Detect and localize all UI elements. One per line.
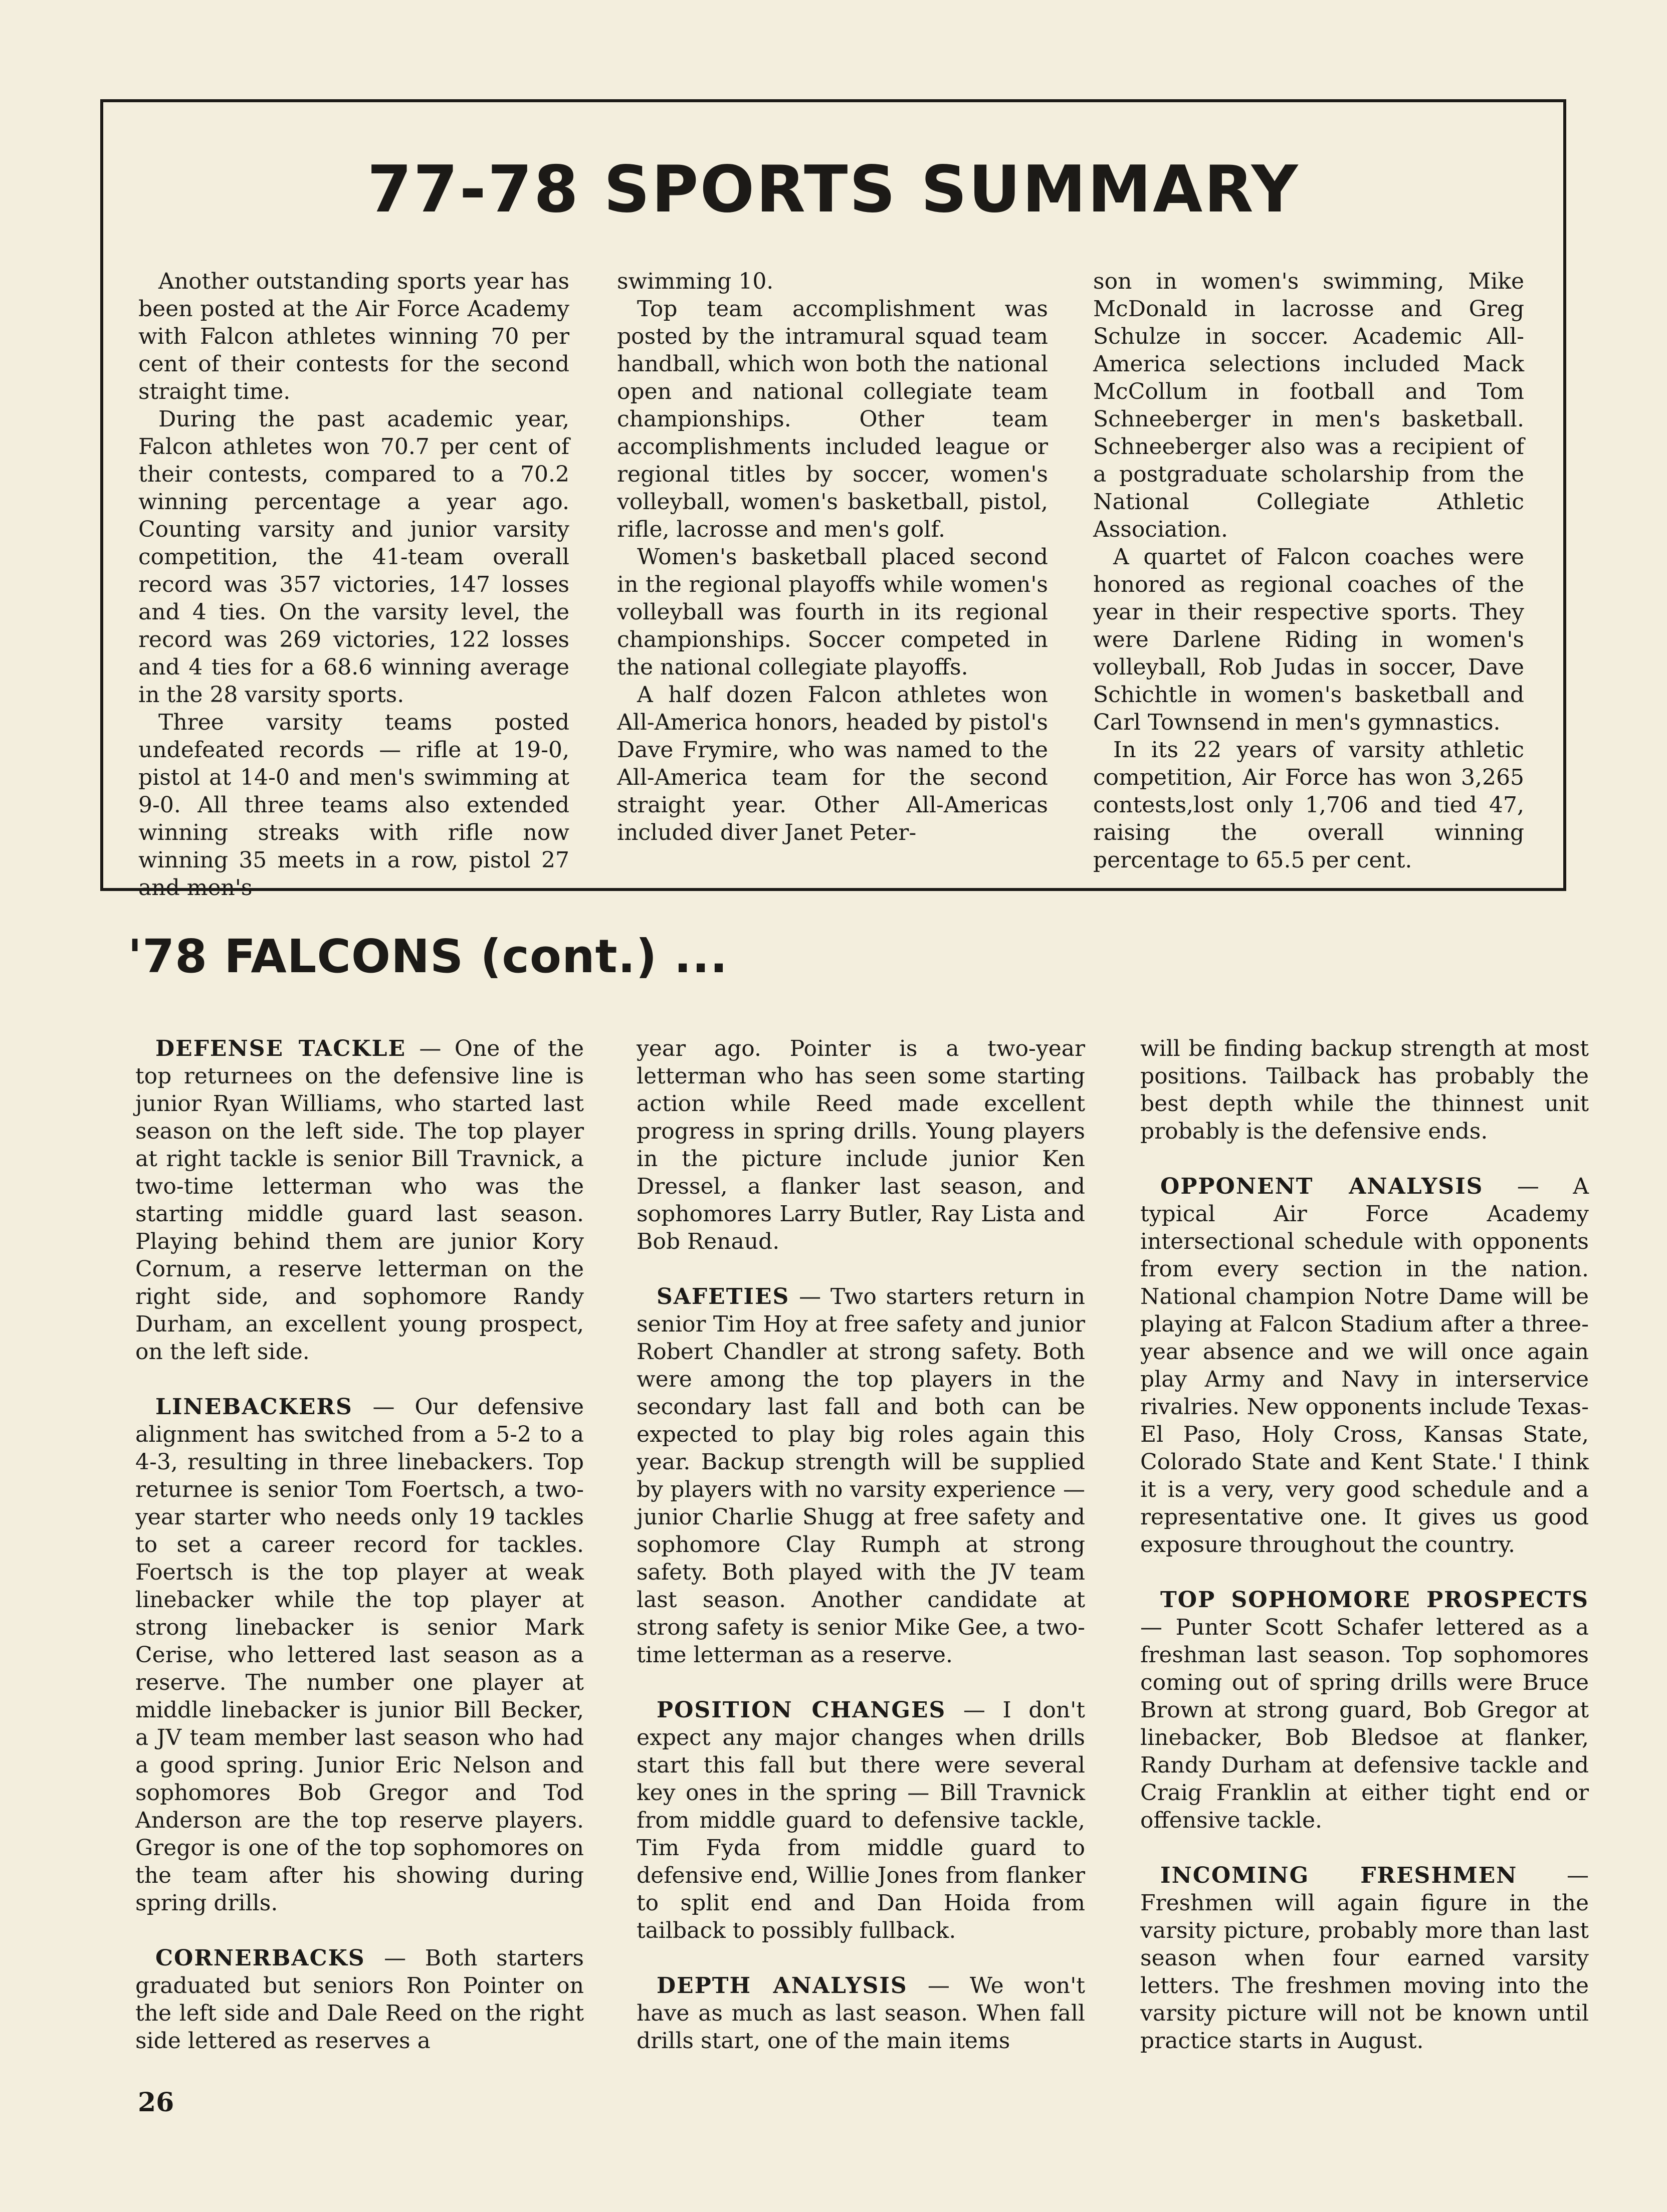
falcons-heading: '78 FALCONS (cont.) ...	[128, 930, 728, 983]
article-section	[135, 1393, 584, 1917]
falcons-column-1	[135, 1035, 584, 2082]
section-heading: SAFETIES	[657, 1284, 790, 1309]
summary-paragraph: During the past academic year, Falcon athletes won 70.7 per cent of their contests, compared to a 70.2 winning percentage a year ago. Counting varsity and junior varsity competition, the 41-team overall record was 357 victories, 147 losses and 4 ties. On the varsity level, the record was 269 victories, 122 losses and 4 ties for a 68.6 winning average in the 28 varsity sports.	[138, 406, 569, 708]
section-body: — We won't have as much as last season. When fall drills start, one of the main items	[637, 1973, 1085, 2054]
section-heading: OPPONENT ANALYSIS	[1160, 1174, 1484, 1199]
article-section	[1140, 1173, 1589, 1559]
section-heading: TOP SOPHOMORE PROSPECTS	[1160, 1587, 1589, 1613]
section-body: — Our defensive alignment has switched from a 5-2 to a 4-3, resulting in three linebackers. Top returnee is senior Tom Foertsch, a two-year starter who needs only 19 tackles to set a career record for tackles. Foertsch is the top player at weak linebacker while the top player at strong linebacker is senior Mark Cerise, who lettered last season as a reserve. The number one player at middle linebacker is junior Bill Becker, a JV team member last season who had a good spring. Junior Eric Nelson and sophomores Bob Gregor and Tod Anderson are the top reserve players. Gregor is one of the top sophomores on the team after his showing during spring drills.	[135, 1394, 584, 1916]
summary-column-3	[1093, 268, 1524, 874]
section-body: year ago. Pointer is a two-year letterman who has seen some starting action while Reed made excellent progress in spring drills. Young players in the picture include junior Ken Dressel, a flanker last season, and sophomores Larry Butler, Ray Lista and Bob Renaud.	[637, 1036, 1085, 1254]
summary-paragraph: Women's basketball placed second in the regional playoffs while women's volleyball was fourth in its regional championships. Soccer competed in the national collegiate playoffs.	[617, 544, 1048, 680]
article-section	[637, 1035, 1085, 1255]
article-section	[637, 1283, 1085, 1669]
article-section	[135, 1944, 584, 2055]
summary-paragraph: son in women's swimming, Mike McDonald in lacrosse and Greg Schulze in soccer. Academic All-America selections included Mack McCollum in football and Tom Schneeberger in men's basketball. Schneeberger also was a recipient of a postgraduate scholarship from the National Collegiate Athletic Association.	[1093, 269, 1524, 542]
article-section	[637, 1696, 1085, 1944]
summary-paragraph: Three varsity teams posted undefeated records — rifle at 19-0, pistol at 14-0 and men's swimming at 9-0. All three teams also extended winning streaks with rifle now winning 35 meets in a row, pistol 27 and men's	[138, 710, 569, 901]
section-heading: LINEBACKERS	[155, 1394, 353, 1420]
section-body: — One of the top returnees on the defensive line is junior Ryan Williams, who started last season on the left side. The top player at right tackle is senior Bill Travnick, a two-time letterman who was the starting middle guard last season. Playing behind them are junior Kory Cornum, a reserve letterman on the right side, and sophomore Randy Durham, an excellent young prospect, on the left side.	[135, 1036, 584, 1365]
summary-title: 77-78 SPORTS SUMMARY	[367, 152, 1300, 227]
article-section	[135, 1035, 584, 1366]
summary-paragraph: In its 22 years of varsity athletic competition, Air Force has won 3,265 contests,lost only 1,706 and tied 47, raising the overall winning percentage to 65.5 per cent.	[1093, 737, 1524, 873]
section-heading: DEPTH ANALYSIS	[657, 1973, 908, 1999]
section-heading: DEFENSE TACKLE	[155, 1036, 406, 1061]
sports-summary-box	[100, 99, 1566, 901]
section-body: — Both starters graduated but seniors Ron Pointer on the left side and Dale Reed on the right side lettered as reserves a	[135, 1945, 584, 2054]
section-heading: CORNERBACKS	[155, 1945, 365, 1971]
section-body: — I don't expect any major changes when drills start this fall but there were several key ones in the spring — Bill Travnick from middle guard to defensive tackle, Tim Fyda from middle guard to defensive end, Willie Jones from flanker to split end and Dan Hoida from tailback to possibly fullback.	[637, 1697, 1085, 1943]
summary-column-1	[138, 268, 569, 902]
article-section	[1140, 1586, 1589, 1834]
falcons-column-3	[1140, 1035, 1589, 2082]
section-heading: POSITION CHANGES	[657, 1697, 946, 1723]
page-number: 26	[138, 2087, 174, 2118]
section-body: — Two starters return in senior Tim Hoy at free safety and junior Robert Chandler at strong safety. Both were among the top players in the secondary last fall and both can be expected to play big roles again this year. Backup strength will be supplied by players with no varsity experience — junior Charlie Shugg at free safety and sophomore Clay Rumph at strong safety. Both played with the JV team last season. Another candidate at strong safety is senior Mike Gee, a two-time letterman as a reserve.	[637, 1284, 1085, 1668]
section-body: — Freshmen will again figure in the varsity picture, probably more than last season when four earned varsity letters. The freshmen moving into the varsity picture will not be known until practice starts in August.	[1140, 1863, 1589, 2054]
summary-paragraph: Top team accomplishment was posted by the intramural squad team handball, which won both the national open and national collegiate team championships. Other team accomplishments included league or regional titles by soccer, women's volleyball, women's basketball, pistol, rifle, lacrosse and men's golf.	[617, 296, 1048, 542]
section-body: — A typical Air Force Academy intersectional schedule with opponents from every section in the nation. National champion Notre Dame will be playing at Falcon Stadium after a three-year absence and we will once again play Army and Navy in interservice rivalries. New opponents include Texas-El Paso, Holy Cross, Kansas State, Colorado State and Kent State.' I think it is a very, very good schedule and a representative one. It gives us good exposure throughout the country.	[1140, 1174, 1589, 1558]
summary-paragraph: Another outstanding sports year has been posted at the Air Force Academy with Falcon athletes winning 70 per cent of their contests for the second straight time.	[138, 269, 569, 404]
summary-paragraph: swimming 10.	[617, 269, 774, 294]
article-section	[637, 1972, 1085, 2055]
section-heading: INCOMING FRESHMEN	[1160, 1863, 1518, 1888]
article-section	[1140, 1035, 1589, 1145]
summary-paragraph: A quartet of Falcon coaches were honored as regional coaches of the year in their respective sports. They were Darlene Riding in women's volleyball, Rob Judas in soccer, Dave Schichtle in women's basketball and Carl Townsend in men's gymnastics.	[1093, 544, 1524, 735]
summary-paragraph: A half dozen Falcon athletes won All-America honors, headed by pistol's Dave Frymire, who was named to the All-America team for the second straight year. Other All-Americas included diver Janet Peter-	[617, 682, 1048, 845]
article-section	[1140, 1862, 1589, 2055]
summary-column-2	[617, 268, 1048, 846]
falcons-column-2	[637, 1035, 1085, 2082]
section-body: — Punter Scott Schafer lettered as a freshman last season. Top sophomores coming out of spring drills were Bruce Brown at strong guard, Bob Gregor at linebacker, Bob Bledsoe at flanker, Randy Durham at defensive tackle and Craig Franklin at either tight end or offensive tackle.	[1140, 1615, 1589, 1833]
section-body: will be finding backup strength at most positions. Tailback has probably the best depth while the thinnest unit probably is the defensive ends.	[1140, 1036, 1589, 1144]
